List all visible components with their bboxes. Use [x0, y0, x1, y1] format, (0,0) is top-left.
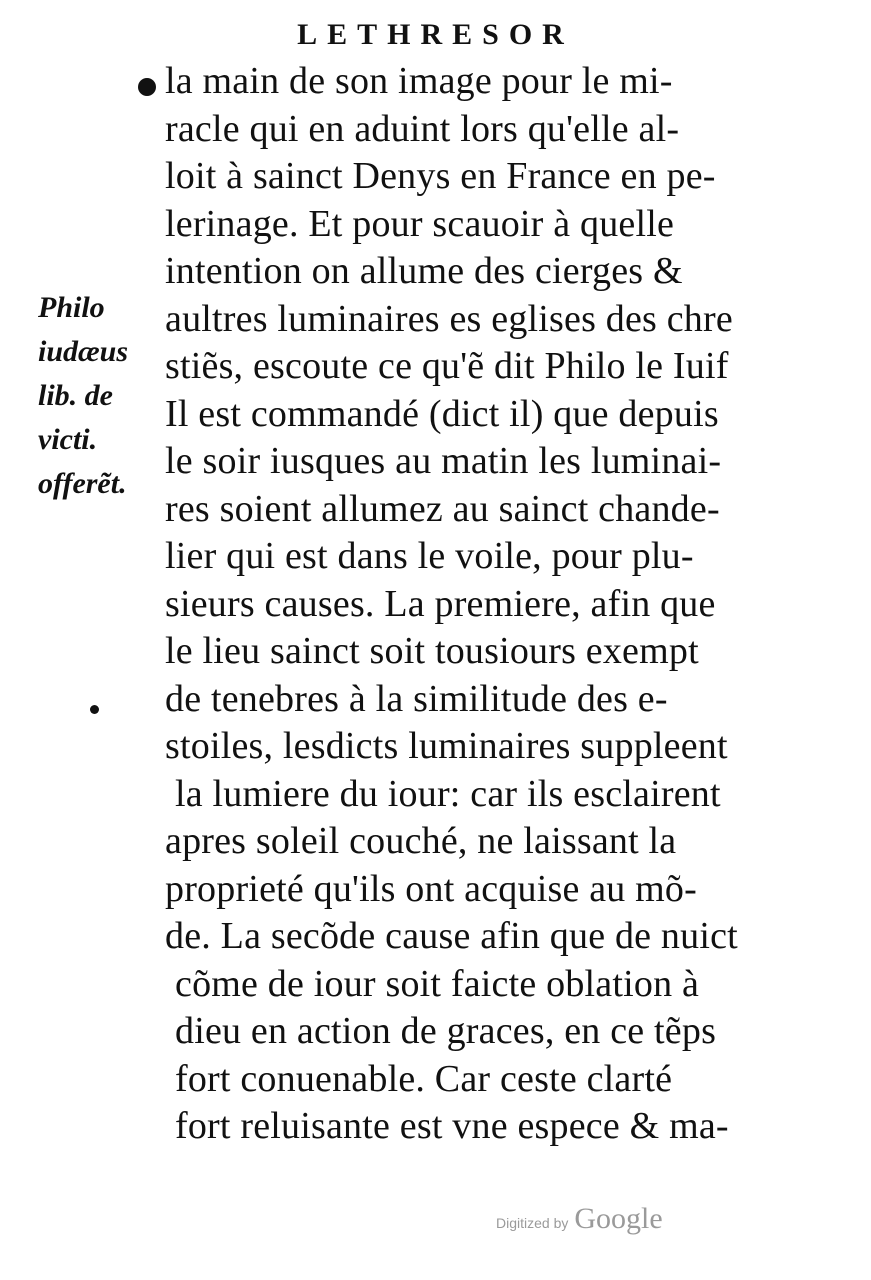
text-line: Il est commandé (dict il) que depuis: [165, 392, 719, 435]
text-line: sieurs causes. La premiere, afin que: [165, 582, 716, 625]
ink-blot: [138, 78, 156, 96]
text-line: apres soleil couché, ne laissant la: [165, 820, 677, 862]
margin-note-line: lib. de: [38, 379, 113, 412]
watermark-small-text: Digitized by: [496, 1215, 569, 1231]
margin-note-line: victi.: [38, 423, 98, 456]
margin-note-line: iudæus: [38, 335, 129, 368]
text-line: de tenebres à la similitude des e-: [165, 677, 668, 720]
text-line: proprieté qu'ils ont acquise au mõ-: [165, 867, 697, 910]
text-line: le lieu sainct soit tousiours exempt: [165, 630, 699, 672]
running-head: LETHRESOR: [297, 18, 574, 51]
text-line: aultres luminaires es eglises des chre: [165, 297, 733, 340]
text-line: la main de son image pour le mi-: [165, 60, 673, 102]
text-line: de. La secõde cause afin que de nuict: [165, 915, 738, 957]
text-line: lier qui est dans le voile, pour plu-: [165, 535, 694, 577]
text-line: dieu en action de graces, en ce tẽps: [175, 1010, 717, 1052]
text-line: stiẽs, escoute ce qu'ẽ dit Philo le Iuif: [165, 345, 729, 387]
body-text: [165, 58, 815, 1151]
text-line: loit à sainct Denys en France en pe-: [165, 155, 716, 197]
margin-note-line: Philo: [38, 291, 105, 324]
text-line: racle qui en aduint lors qu'elle al-: [165, 107, 680, 150]
watermark-logo-text: Google: [574, 1202, 663, 1235]
text-line: stoiles, lesdicts luminaires suppleent: [165, 725, 728, 767]
margin-note: [38, 286, 158, 506]
text-line: fort conuenable. Car ceste clarté: [175, 1057, 673, 1100]
text-line: lerinage. Et pour scauoir à quelle: [165, 202, 675, 245]
ink-blot: [90, 705, 99, 714]
margin-note-line: offerẽt.: [38, 467, 127, 500]
text-line: fort reluisante est vne espece & ma-: [175, 1105, 729, 1147]
text-line: la lumiere du iour: car ils esclairent: [175, 772, 721, 815]
text-line: cõme de iour soit faicte oblation à: [175, 962, 700, 1005]
text-line: res soient allumez au sainct chande-: [165, 487, 720, 530]
digitized-by-google-watermark: [496, 1202, 663, 1236]
text-line: le soir iusques au matin les luminai-: [165, 440, 722, 482]
text-line: intention on allume des cierges &: [165, 250, 683, 292]
